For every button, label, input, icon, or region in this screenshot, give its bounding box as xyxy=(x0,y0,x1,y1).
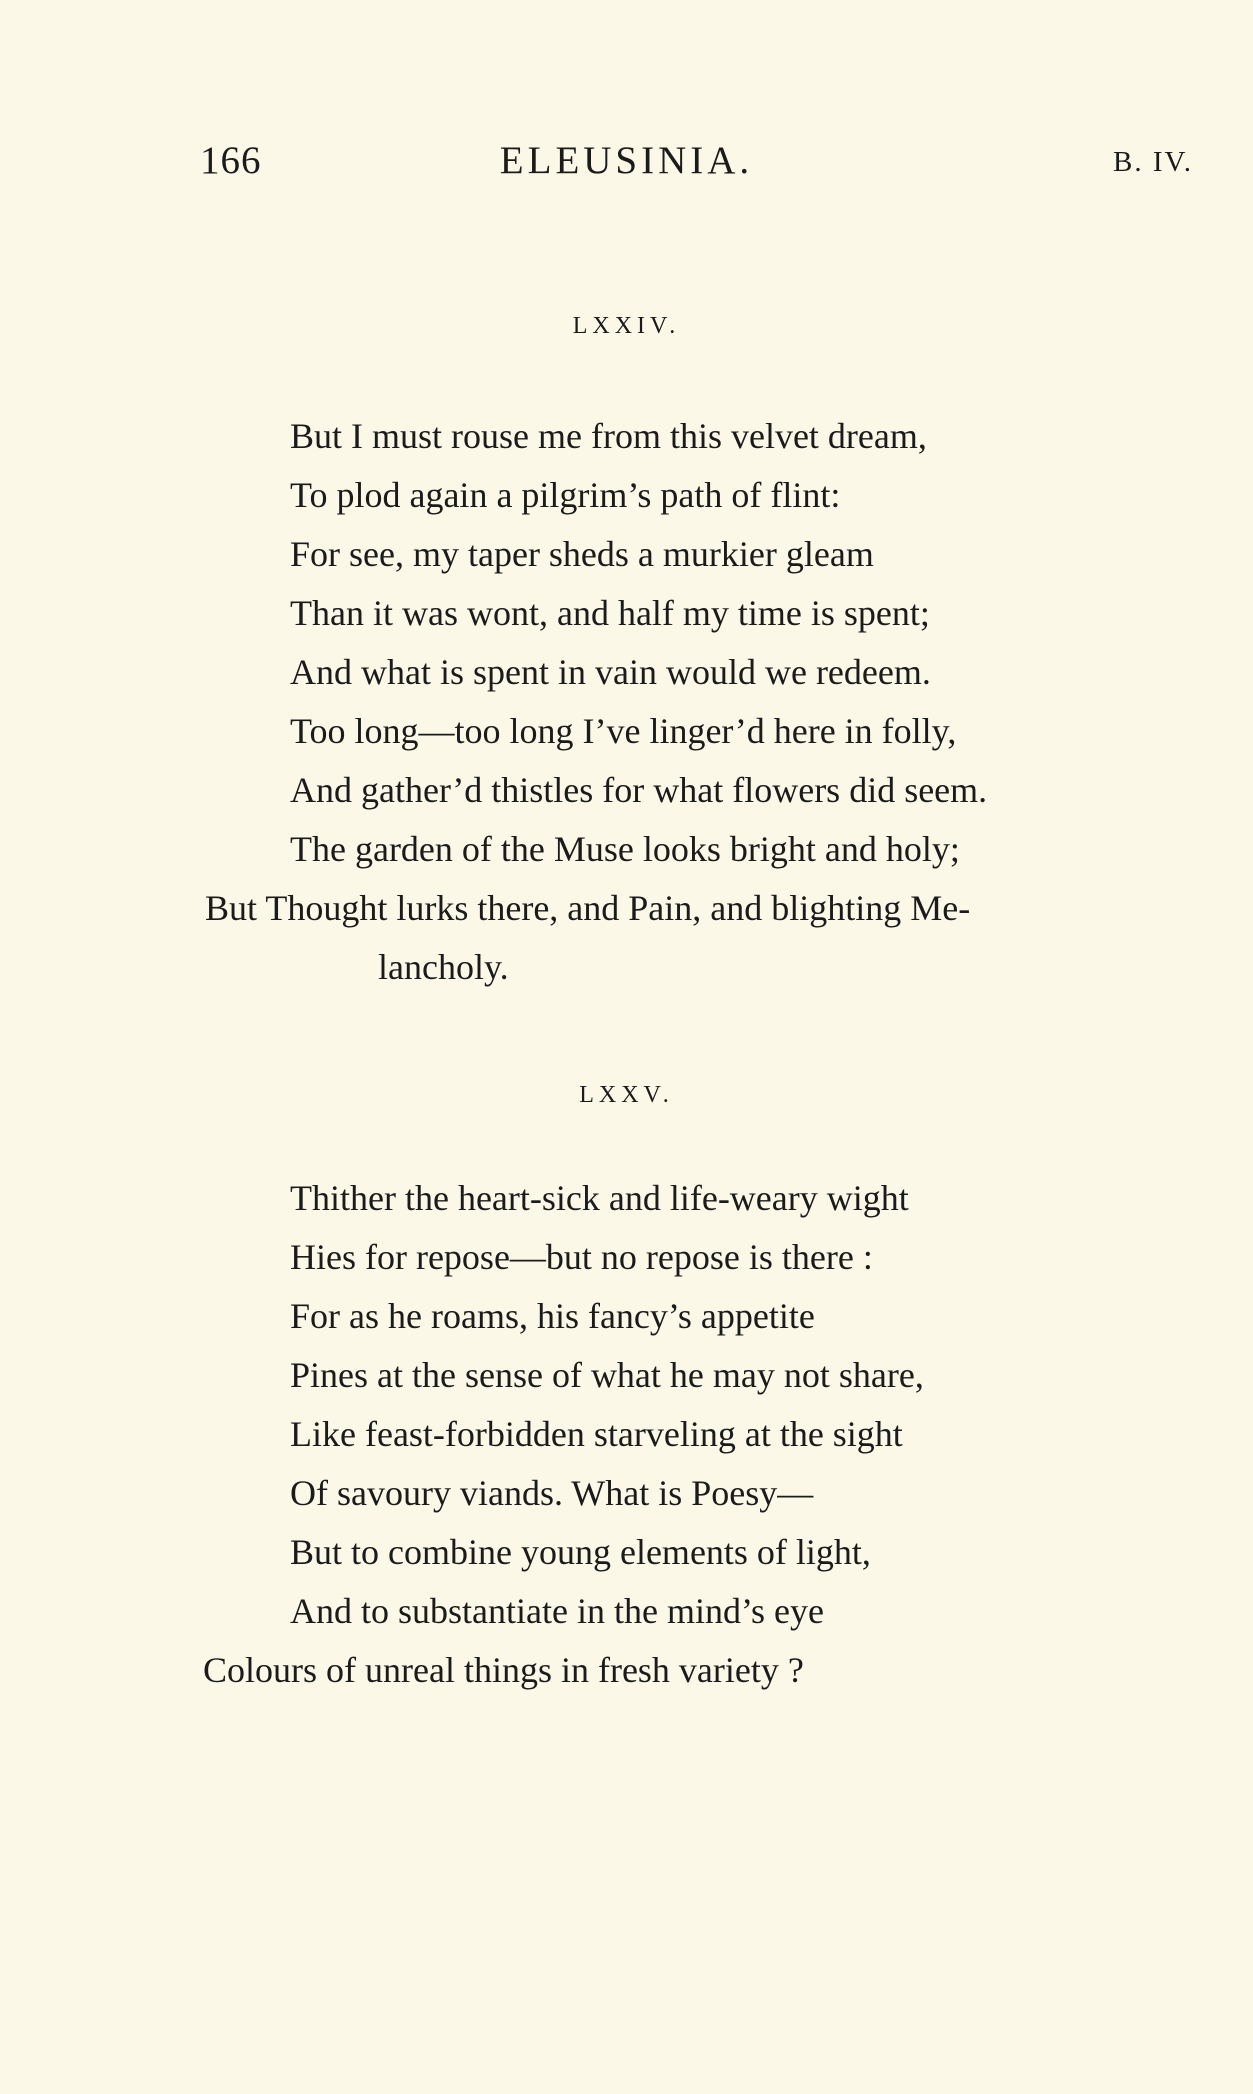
verse-line: Colours of unreal things in fresh variety ? xyxy=(203,1650,804,1690)
verse-line: But to combine young elements of light, xyxy=(290,1532,871,1572)
stanza-number: LXXV. xyxy=(579,1082,674,1108)
running-title: ELEUSINIA. xyxy=(499,139,754,182)
verse-line: Pines at the sense of what he may not share, xyxy=(290,1355,924,1395)
verse-line: Like feast-forbidden starveling at the sight xyxy=(290,1414,903,1454)
verse-line: And what is spent in vain would we redeem. xyxy=(290,652,931,692)
verse-line: Than it was wont, and half my time is spent; xyxy=(290,593,930,633)
verse-line: To plod again a pilgrim’s path of flint: xyxy=(290,475,841,515)
stanza-number: LXXIV. xyxy=(572,313,681,339)
verse-line: For as he roams, his fancy’s appetite xyxy=(290,1296,815,1336)
verse-line: But I must rouse me from this velvet dream, xyxy=(290,416,927,456)
running-head xyxy=(0,138,1253,188)
verse-line-continuation: lancholy. xyxy=(378,947,509,987)
verse-line: Of savoury viands. What is Poesy— xyxy=(290,1473,814,1513)
page-number: 166 xyxy=(200,139,262,182)
verse-line: Thither the heart-sick and life-weary wight xyxy=(290,1178,909,1218)
verse-line: The garden of the Muse looks bright and holy; xyxy=(290,829,960,869)
verse-line: And to substantiate in the mind’s eye xyxy=(290,1591,824,1631)
verse-line: For see, my taper sheds a murkier gleam xyxy=(290,534,874,574)
verse-line: Hies for repose—but no repose is there : xyxy=(290,1237,873,1277)
verse-line: And gather’d thistles for what flowers did seem. xyxy=(290,770,988,810)
verse-line: But Thought lurks there, and Pain, and blighting Me- xyxy=(205,888,971,928)
book-reference: B. IV. xyxy=(1113,146,1193,178)
verse-line: Too long—too long I’ve linger’d here in folly, xyxy=(290,711,957,751)
